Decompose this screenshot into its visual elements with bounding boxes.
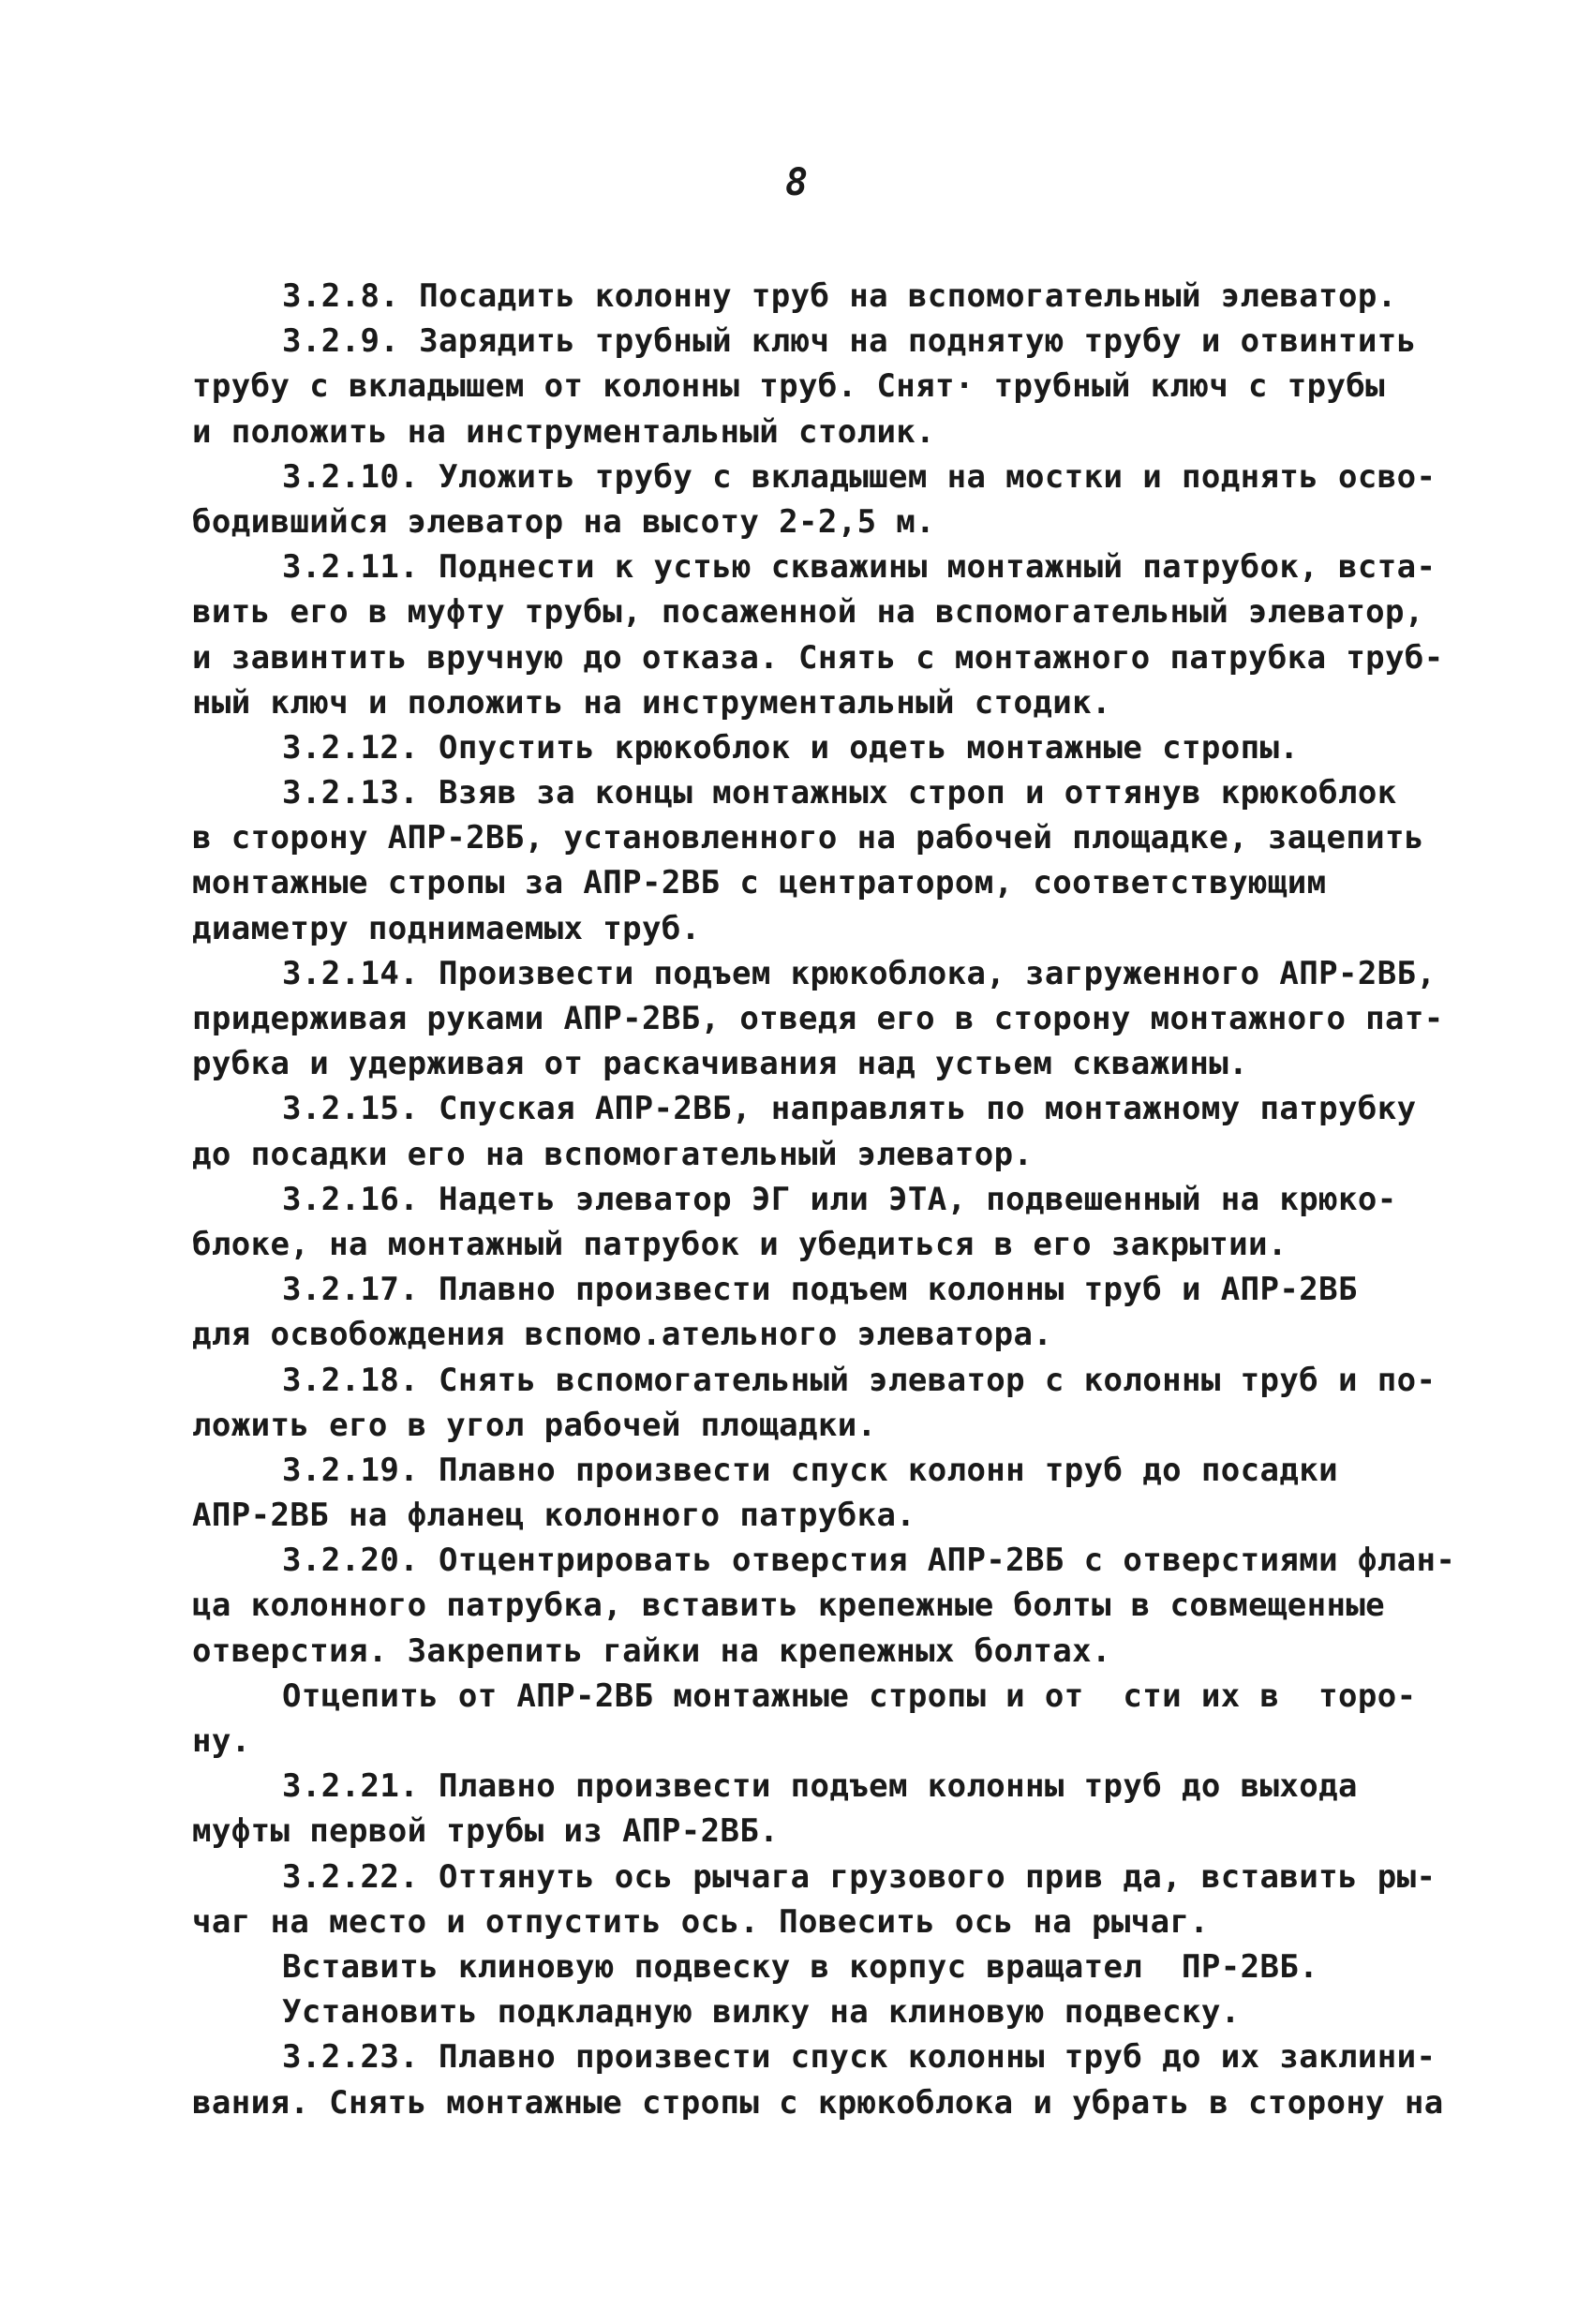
text-line: для освобождения вспомо.ательного элеватора. [192,1316,1053,1354]
text-line: ный ключ и положить на инструментальный стодик. [192,683,1111,722]
text-line: Вставить клиновую подвеску в корпус вращател ПР-2ВБ. [282,1947,1319,1986]
text-line: отверстия. Закрепить гайки на крепежных болтах. [192,1631,1111,1670]
text-line: ну. [192,1722,251,1760]
text-line: 3.2.21. Плавно произвести подъем колонны труб до выхода [282,1767,1358,1806]
text-line: ложить его в угол рабочей площадки. [192,1406,877,1444]
text-line: муфты первой трубы из АПР-2ВБ. [192,1812,780,1851]
text-line: 3.2.15. Спуская АПР-2ВБ, направлять по монтажному патрубку [282,1090,1417,1128]
text-line: 3.2.12. Опустить крюкоблок и одеть монтажные стропы. [282,728,1300,767]
text-line: 3.2.23. Плавно произвести спуск колонны труб до их заклини- [282,2038,1437,2077]
text-line: рубка и удерживая от раскачивания над устьем скважины. [192,1045,1248,1083]
text-line: 3.2.18. Снять вспомогательный элеватор с колонны труб и по- [282,1361,1437,1399]
text-line: придерживая руками АПР-2ВБ, отведя его в сторону монтажного пат- [192,1000,1444,1037]
text-line: 3.2.11. Поднести к устью скважины монтажный патрубок, вста- [282,548,1437,587]
text-line: до посадки его на вспомогательный элеватор. [192,1135,1034,1173]
text-line: вания. Снять монтажные стропы с крюкоблока и убрать в сторону на [192,2083,1444,2122]
text-line: вить его в муфту трубы, посаженной на вспомогательный элеватор, [192,593,1424,632]
text-line: диаметру поднимаемых труб. [192,909,701,947]
text-line: 3.2.13. Взяв за концы монтажных строп и оттянув крюкоблок [282,774,1397,812]
text-line: и положить на инструментальный столик. [192,412,936,451]
text-line: Установить подкладную вилку на клиновую подвеску. [282,1993,1241,2032]
document-body [192,274,1456,2125]
text-line: 3.2.9. Зарядить трубный ключ на поднятую трубу и отвинтить [282,322,1417,361]
page-number: 8 [784,161,809,204]
text-line: 3.2.22. Оттянуть ось рычага грузового прив да, вставить ры- [282,1857,1437,1896]
text-line: 3.2.20. Отцентрировать отверстия АПР-2ВБ с отверстиями флан- [282,1542,1456,1580]
text-line: ца колонного патрубка, вставить крепежные болты в совмещенные [192,1587,1386,1625]
text-line: 3.2.14. Произвести подъем крюкоблока, загруженного АПР-2ВБ, [282,954,1437,992]
text-line: Отцепить от АПР-2ВБ монтажные стропы и от сти их в торо- [282,1676,1417,1715]
text-line: монтажные стропы за АПР-2ВБ с центратором, соответствующим [192,864,1327,902]
text-line: трубу с вкладышем от колонны труб. Снят· трубный ключ с трубы [192,367,1386,406]
text-line: 3.2.16. Надеть элеватор ЭГ или ЭТА, подвешенный на крюко- [282,1180,1397,1218]
text-line: и завинтить вручную до отказа. Снять с монтажного патрубка труб- [192,638,1444,677]
text-line: чаг на место и отпустить ось. Повесить ось на рычаг. [192,1902,1210,1941]
text-line: АПР-2ВБ на фланец колонного патрубка. [192,1497,916,1535]
text-line: 3.2.8. Посадить колонну труб на вспомогательный элеватор. [282,277,1397,315]
text-line: 3.2.19. Плавно произвести спуск колонн труб до посадки [282,1451,1338,1489]
text-line: 3.2.10. Уложить трубу с вкладышем на мостки и поднять осво- [282,457,1437,496]
text-line: в сторону АПР-2ВБ, установленного на рабочей площадке, зацепить [192,819,1424,857]
text-line: блоке, на монтажный патрубок и убедиться в его закрытии. [192,1225,1288,1263]
text-line: бодившийся элеватор на высоту 2-2,5 м. [192,502,936,541]
text-line: 3.2.17. Плавно произвести подъем колонны труб и АПР-2ВБ [282,1271,1358,1309]
